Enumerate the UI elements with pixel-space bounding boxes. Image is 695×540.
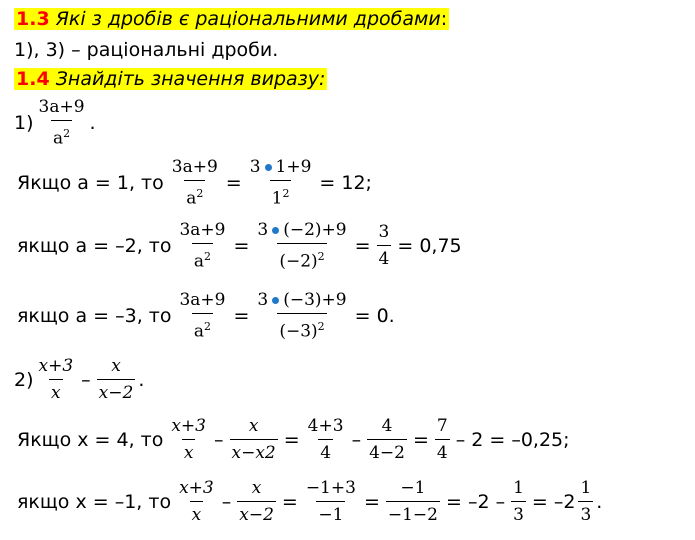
minus: – xyxy=(81,368,91,391)
expression-2-label: 2) xyxy=(14,368,34,391)
fraction: $\frac{3 1+9}{1^2}$ xyxy=(249,157,312,209)
fraction: $\frac{-1}{-1-2}$ xyxy=(387,478,438,525)
fraction: $\frac{3 (-2)+9}{(-2)^2}$ xyxy=(257,220,347,272)
equals: = xyxy=(281,490,298,513)
fraction: $\frac{x+3}{x}$ xyxy=(171,416,206,463)
multiply-dot-icon xyxy=(272,297,279,304)
fraction: $\frac{4}{4-2}$ xyxy=(369,416,405,463)
result: = 0,75 xyxy=(397,234,462,257)
multiply-dot-icon xyxy=(265,164,272,171)
fraction: $\frac{4+3}{4}$ xyxy=(307,416,344,463)
result: = 12; xyxy=(319,171,372,194)
numerator: 3a+9 xyxy=(38,97,85,117)
fraction: $\frac{1}{3}$ xyxy=(580,478,592,525)
task-1-3-answer: 1), 3) – раціональні дроби. xyxy=(14,39,279,61)
case-x-4 xyxy=(14,416,573,463)
fraction: $\frac{3a+9}{a^2}$ xyxy=(179,220,226,272)
case-x-minus-1 xyxy=(14,478,602,525)
task-1-3-colon: : xyxy=(440,8,448,30)
case-a-minus-3 xyxy=(14,290,398,342)
task-1-4-number: 1.4 xyxy=(16,68,50,90)
multiply-dot-icon xyxy=(272,227,279,234)
task-1-4-text: Знайдіть значення виразу: xyxy=(49,68,326,90)
fraction: $\frac{3a+9}{a^2}$ xyxy=(171,157,218,209)
end-period: . xyxy=(596,490,603,513)
task-1-4-highlight xyxy=(14,68,327,90)
minus: – xyxy=(351,428,362,451)
denominator: $a^2$ xyxy=(51,120,72,149)
equals: = xyxy=(283,428,300,451)
task-1-4-heading xyxy=(14,68,327,90)
result: – 2 = –0,25; xyxy=(455,428,570,451)
case-lead: якщо а = –3, то xyxy=(17,304,172,327)
end-period: . xyxy=(138,368,145,391)
result: = –2 xyxy=(531,490,576,513)
minus: – xyxy=(221,490,232,513)
case-a-minus-2 xyxy=(14,220,465,272)
end-period: . xyxy=(89,111,96,134)
case-lead: якщо х = –1, то xyxy=(17,490,172,513)
fraction: $\frac{x}{x-x2}$ xyxy=(231,416,276,463)
task-1-3-text: Які з дробів є раціональними дробами xyxy=(49,8,441,30)
fraction: $\frac{1}{3}$ xyxy=(513,478,524,525)
fraction: $\frac{3}{4}$ xyxy=(378,222,390,270)
fraction xyxy=(37,97,87,149)
equals: = xyxy=(225,171,242,194)
expression-1 xyxy=(14,97,96,149)
fraction: $\frac{-1+3}{-1}$ xyxy=(305,478,356,525)
fraction: $\frac{x}{x-2}$ xyxy=(98,356,134,403)
equals: = xyxy=(363,490,380,513)
intermediate: = –2 – xyxy=(445,490,506,513)
result: = 0. xyxy=(354,304,395,327)
equals: = xyxy=(354,234,371,257)
equals: = xyxy=(412,428,429,451)
task-1-3-heading xyxy=(14,8,449,30)
task-1-3-number: 1.3 xyxy=(16,8,50,30)
case-lead: Якщо а = 1, то xyxy=(17,171,164,194)
fraction: $\frac{x+3}{x}$ xyxy=(179,478,214,525)
case-a-1 xyxy=(14,157,375,209)
expression-1-label: 1) xyxy=(14,111,34,134)
minus: – xyxy=(214,428,224,451)
fraction: $\frac{3 (-3)+9}{(-3)^2}$ xyxy=(257,290,347,342)
equals: = xyxy=(233,234,250,257)
case-lead: Якщо х = 4, то xyxy=(17,428,164,451)
expression-2 xyxy=(14,356,144,403)
equals: = xyxy=(233,304,250,327)
case-lead: якщо а = –2, то xyxy=(17,234,172,257)
fraction: $\frac{3a+9}{a^2}$ xyxy=(179,290,226,342)
fraction: $\frac{x}{x-2}$ xyxy=(239,478,274,525)
task-1-3-highlight xyxy=(14,8,449,30)
fraction: $\frac{x+3}{x}$ xyxy=(38,356,74,403)
fraction: $\frac{7}{4}$ xyxy=(436,416,448,463)
